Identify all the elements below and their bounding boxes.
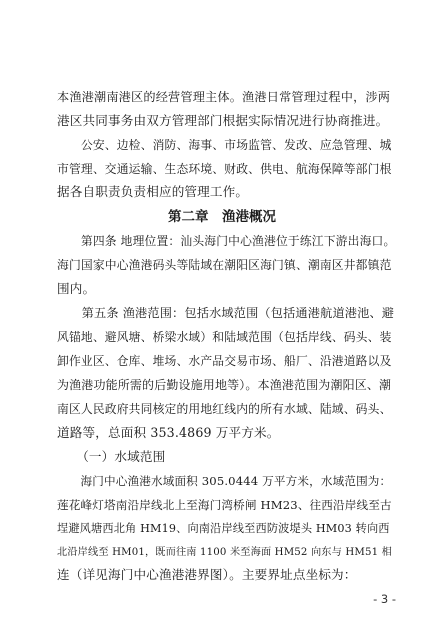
body-line: 卸作业区、仓库、堆场、水产品交易市场、船厂、沿港道路以及 xyxy=(57,354,392,368)
body-line: 第五条 渔港范围：包括水域范围（包括通港航道港池、避 xyxy=(57,306,395,320)
body-line: 海门国家中心渔港码头等陆域在潮阳区海门镇、潮南区井都镇范 xyxy=(57,258,392,272)
body-line: 港区共同事务由双方管理部门根据实际情况进行协商推进。 xyxy=(57,113,389,128)
page-number: - 3 - xyxy=(373,592,396,606)
body-line: 北沿岸线至 HM01，既而往南 1100 米至海面 HM52 向东与 HM51 相 xyxy=(57,547,392,558)
body-line: 为渔港功能所需的后勤设施用地等）。本渔港范围为潮阳区、潮 xyxy=(57,378,392,392)
body-line: 莲花峰灯塔南沿岸线北上至海门湾桥闸 HM23、往西沿岸线至古 xyxy=(57,498,392,512)
body-line: 道路等，总面积 353.4869 万平方米。 xyxy=(57,425,280,440)
body-line: 埕避风塘西北角 HM19、向南沿岸线至西防波堤头 HM03 转向西 xyxy=(57,522,390,535)
body-line: 海门中心渔港水域面积 305.0444 万平方米，水域范围为： xyxy=(57,474,392,488)
body-line: 南区人民政府共同核定的用地红线内的所有水域、陆域、码头、 xyxy=(57,402,392,416)
body-line: 连（详见海门中心渔港港界图）。主要界址点坐标为： xyxy=(57,567,357,582)
body-line: 公安、边检、消防、海事、市场监管、发改、应急管理、城 xyxy=(57,138,392,152)
body-line: 风锚地、避风塘、桥梁水域）和陆域范围（包括岸线、码头、装 xyxy=(57,330,392,344)
body-line: 第四条 地理位置：汕头海门中心渔港位于练江下游出海口。 xyxy=(57,234,396,248)
body-line: 市管理、交通运输、生态环境、财政、供电、航海保障等部门根 xyxy=(57,162,392,176)
body-line: 本渔港潮南港区的经营管理主体。渔港日常管理过程中，涉两 xyxy=(57,90,391,104)
chapter-title: 第二章 渔港概况 xyxy=(168,209,276,225)
section-heading: （一）水域范围 xyxy=(57,449,166,464)
body-line: 围内。 xyxy=(57,281,96,296)
body-line: 据各自职责负责相应的管理工作。 xyxy=(57,184,249,199)
